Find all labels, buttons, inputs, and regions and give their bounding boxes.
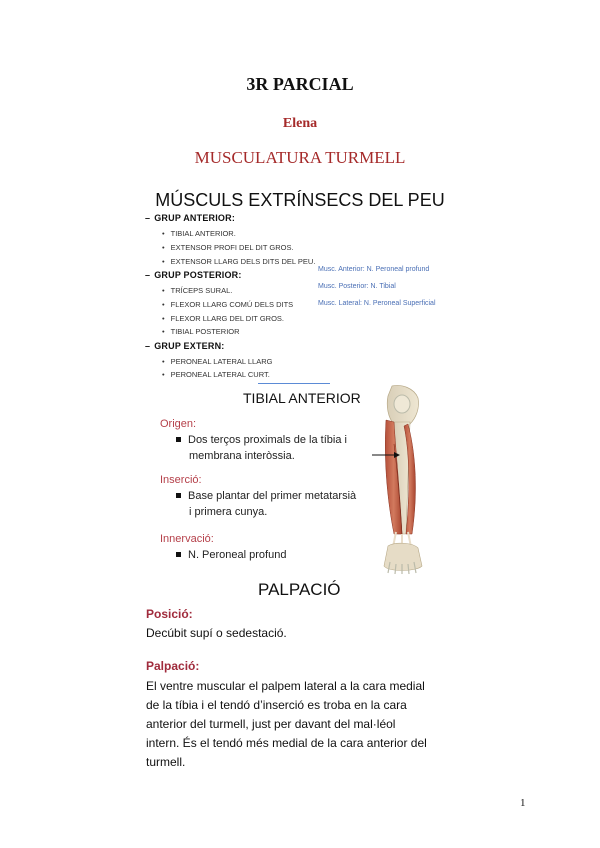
posicio-label: Posició: <box>146 607 193 621</box>
document-title: 3R PARCIAL <box>246 74 354 94</box>
palpacio-line-3: anterior del turmell, just per davant del mal·léol <box>146 717 396 731</box>
innervation-note-posterior: Musc. Posterior: N. Tibial <box>318 283 396 290</box>
slide-title-extrinsic-muscles: MÚSCULS EXTRÍNSECS DEL PEU <box>155 190 445 210</box>
list-item: • EXTENSOR LLARG DELS DITS DEL PEU. <box>162 257 316 266</box>
list-item: • FLEXOR LLARG COMÚ DELS DITS <box>162 300 294 309</box>
group-anterior-label: – GRUP ANTERIOR: <box>145 213 236 223</box>
origen-label: Origen: <box>160 418 197 430</box>
list-item: • PERONEAL LATERAL LLARG <box>162 357 273 366</box>
list-item: • TIBIAL POSTERIOR <box>162 327 240 336</box>
palpacio-title: PALPACIÓ <box>258 580 341 599</box>
list-item: • FLEXOR LLARG DEL DIT GROS. <box>162 314 285 323</box>
palpacio-label: Palpació: <box>146 659 200 673</box>
origen-line-2: membrana interòssia. <box>189 450 295 462</box>
palpacio-line-5: turmell. <box>146 755 186 769</box>
palpacio-line-1: El ventre muscular el palpem lateral a la cara medial <box>146 679 425 693</box>
insercio-line-2: i primera cunya. <box>189 506 268 518</box>
innervation-note-lateral: Musc. Lateral: N. Peroneal Superficial <box>318 300 436 307</box>
divider <box>258 383 330 384</box>
insercio-label: Inserció: <box>160 474 202 486</box>
author-name: Elena <box>282 116 318 131</box>
arrow-icon <box>372 451 400 459</box>
leg-anatomy-illustration <box>372 384 432 574</box>
group-posterior-label: – GRUP POSTERIOR: <box>145 270 242 280</box>
palpacio-line-2: de la tíbia i el tendó d’inserció es troba en la cara <box>146 698 407 712</box>
innervacio-line-1: N. Peroneal profund <box>176 547 286 563</box>
insercio-line-1: Base plantar del primer metatarsià <box>176 488 356 504</box>
list-item: • TRÍCEPS SURAL. <box>162 286 233 295</box>
page-number: 1 <box>520 797 526 809</box>
group-extern-label: – GRUP EXTERN: <box>145 341 225 351</box>
palpacio-line-4: intern. És el tendó més medial de la cara anterior del <box>146 736 427 750</box>
muscle-title-tibial-anterior: TIBIAL ANTERIOR <box>243 390 361 406</box>
innervation-note-anterior: Musc. Anterior: N. Peroneal profund <box>318 266 430 273</box>
list-item: • EXTENSOR PROFI DEL DIT GROS. <box>162 243 294 252</box>
list-item: • TIBIAL ANTERIOR. <box>162 229 236 238</box>
innervacio-label: Innervació: <box>160 533 214 545</box>
list-item: • PERONEAL LATERAL CURT. <box>162 370 270 379</box>
section-title: MUSCULATURA TURMELL <box>194 148 406 167</box>
origen-line-1: Dos terços proximals de la tíbia i <box>176 432 347 448</box>
posicio-text: Decúbit supí o sedestació. <box>146 626 287 640</box>
